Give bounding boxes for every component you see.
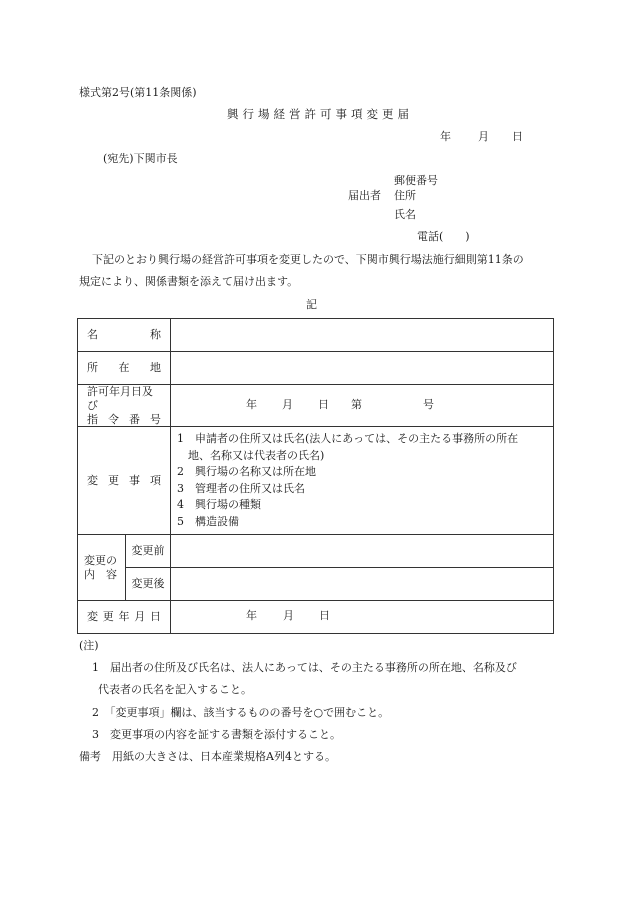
note-1-line1: 1 届出者の住所及び氏名は、法人にあっては、その主たる事務所の所在地、名称及び <box>92 661 517 674</box>
addressee: (宛先)下関市長 <box>103 152 178 165</box>
location-label-cell <box>78 352 171 385</box>
permit-label-char: 令 <box>108 412 119 426</box>
ki-label: 記 <box>306 298 317 311</box>
after-label: 変更後 <box>131 577 165 591</box>
permit-dai: 第 <box>351 397 362 411</box>
date-month: 月 <box>478 130 489 143</box>
change-item[interactable]: 2 興行場の名称又は所在地 <box>177 465 316 479</box>
permit-label-char: 番 <box>129 412 140 426</box>
after-label-cell <box>126 568 171 601</box>
permit-label-char: 号 <box>150 412 161 426</box>
name-label-char: 名 <box>87 328 98 342</box>
row-change-after <box>78 568 554 601</box>
change-date-label-char: 年 <box>118 610 130 624</box>
location-label-char: 所 <box>87 361 98 375</box>
permit-value-cell[interactable] <box>171 385 554 427</box>
row-change-before <box>78 535 554 568</box>
name-label-char: 称 <box>150 328 161 342</box>
change-content-label-char: 容 <box>106 567 117 581</box>
note-1-line2: 代表者の氏名を記入すること。 <box>98 683 252 696</box>
permit-label-line1: 許可年月日及び <box>87 385 153 412</box>
change-date-label-char: 更 <box>102 610 114 624</box>
change-date-year: 年 <box>246 609 257 623</box>
location-label-char: 在 <box>118 361 130 375</box>
body-text-line2: 規定により、関係書類を添えて届け出ます。 <box>79 275 299 288</box>
note-3: 3 変更事項の内容を証する書類を添付すること。 <box>92 728 341 741</box>
change-item[interactable]: 4 興行場の種類 <box>177 498 261 512</box>
body-text-line1: 下記のとおり興行場の経営許可事項を変更したので、下関市興行場法施行細則第11条の <box>92 253 524 266</box>
change-items-label-char: 更 <box>108 473 119 487</box>
permit-month: 月 <box>282 397 293 411</box>
before-value-cell[interactable] <box>171 535 554 568</box>
notes-heading: (注) <box>79 639 99 652</box>
change-items-label-char: 項 <box>150 473 161 487</box>
applicant-label: 届出者 <box>348 189 381 202</box>
change-content-label-cell <box>78 535 126 601</box>
change-items-list-cell <box>171 427 554 535</box>
name-label-cell <box>78 319 171 352</box>
permit-year: 年 <box>246 397 257 411</box>
name-value-cell[interactable] <box>171 319 554 352</box>
change-items-label-char: 事 <box>129 473 140 487</box>
change-item[interactable]: 5 構造設備 <box>177 514 239 528</box>
change-date-label-char: 日 <box>150 610 161 624</box>
before-label-cell <box>126 535 171 568</box>
change-date-label-char: 変 <box>87 610 98 624</box>
change-item-continuation: 地、名称又は代表者の氏名) <box>177 448 325 462</box>
date-year: 年 <box>440 130 451 143</box>
change-item[interactable]: 3 管理者の住所又は氏名 <box>177 481 305 495</box>
row-change-date <box>78 601 554 634</box>
address-label: 住所 <box>394 189 416 202</box>
note-2: 2 「変更事項」欄は、該当するものの番号を○で囲むこと。 <box>92 706 390 719</box>
after-value-cell[interactable] <box>171 568 554 601</box>
change-date-label-char: 月 <box>134 610 146 624</box>
form-title: 興行場経営許可事項変更届 <box>227 107 413 121</box>
change-content-label-line1: 変更の <box>84 553 117 567</box>
name-label: 氏名 <box>394 208 416 221</box>
permit-label-cell <box>78 385 171 427</box>
date-day: 日 <box>512 130 523 143</box>
change-date-value-cell[interactable] <box>171 601 554 634</box>
before-label: 変更前 <box>131 544 165 558</box>
row-location <box>78 352 554 385</box>
change-date-day: 日 <box>319 609 330 623</box>
row-permit <box>78 385 554 427</box>
change-date-label-cell <box>78 601 171 634</box>
form-number: 様式第2号(第11条関係) <box>79 86 197 99</box>
change-date-month: 月 <box>283 609 294 623</box>
permit-label-char: 指 <box>87 412 98 426</box>
permit-day: 日 <box>318 397 329 411</box>
location-value-cell[interactable] <box>171 352 554 385</box>
change-notification-table <box>77 318 554 634</box>
remark: 備考 用紙の大きさは、日本産業規格A列4とする。 <box>79 750 336 763</box>
change-items-label-cell <box>78 427 171 535</box>
phone-label: 電話( ) <box>417 230 470 243</box>
postal-code-label: 郵便番号 <box>394 174 438 187</box>
row-name <box>78 319 554 352</box>
change-items-label-char: 変 <box>87 473 98 487</box>
location-label-char: 地 <box>150 361 161 375</box>
change-content-label-char: 内 <box>84 567 95 581</box>
change-item[interactable]: 1 申請者の住所又は氏名(法人にあっては、その主たる事務所の所在 <box>177 432 519 446</box>
permit-go: 号 <box>423 397 434 411</box>
row-change-items <box>78 427 554 535</box>
